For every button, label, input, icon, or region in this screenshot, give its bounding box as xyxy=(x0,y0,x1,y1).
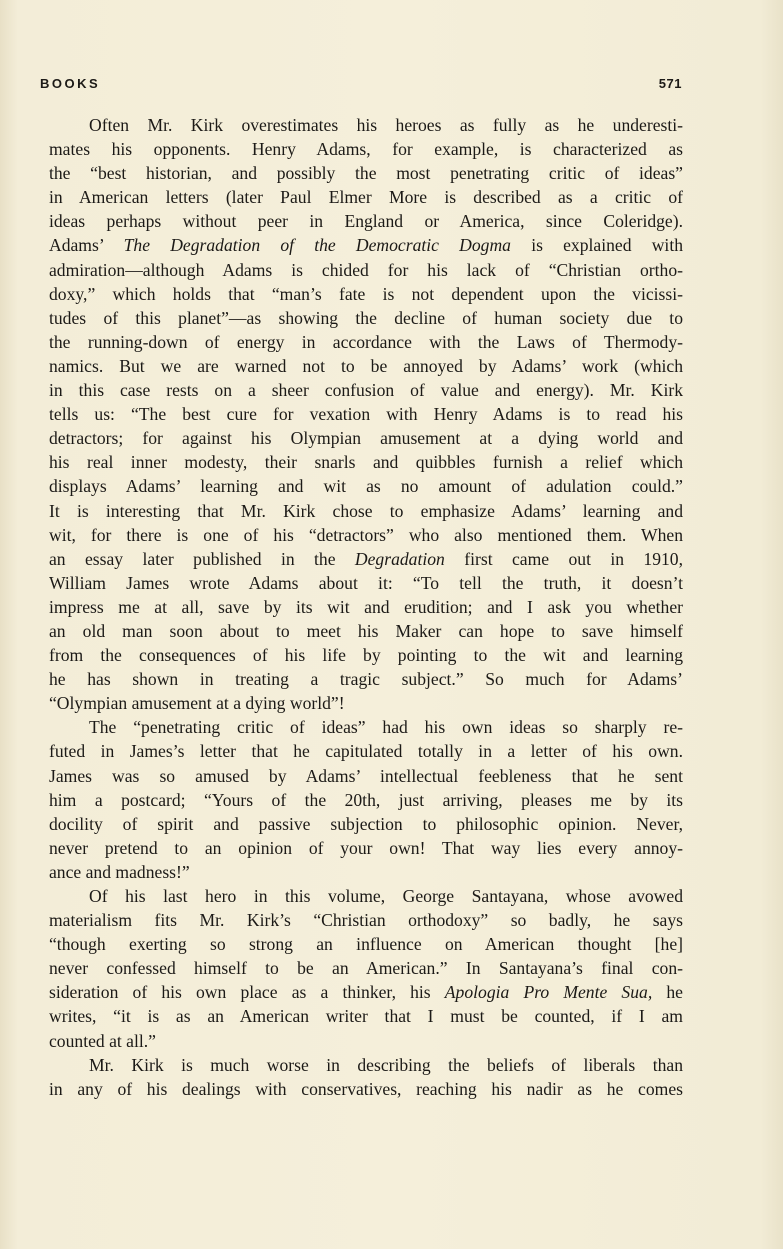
text-line: “Olympian amusement at a dying world”! xyxy=(49,693,345,714)
text-line: in this case rests on a sheer confusion of value and energy). Mr. Kirk xyxy=(49,380,683,401)
text-line: tells us: “The best cure for vexation with Henry Adams is to read his xyxy=(49,404,683,425)
text-line: he has shown in treating a tragic subject.” So much for Adams’ xyxy=(49,669,683,690)
text-line: Adams’ The Degradation of the Democratic Dogma is explained with xyxy=(49,235,684,256)
paragraph xyxy=(49,884,683,1053)
text-line: sideration of his own place as a thinker, his Apologia Pro Mente Sua, he xyxy=(49,982,683,1003)
text-line: writes, “it is as an American writer that I must be counted, if I am xyxy=(49,1006,683,1027)
italic-title: The Degradation of the Democratic Dogma xyxy=(123,235,511,256)
text-line: detractors; for against his Olympian amusement at a dying world and xyxy=(49,428,683,449)
text-line: in American letters (later Paul Elmer More is described as a critic of xyxy=(49,187,683,208)
text-line: his real inner modesty, their snarls and quibbles furnish a relief which xyxy=(49,452,683,473)
text-line: It is interesting that Mr. Kirk chose to emphasize Adams’ learning and xyxy=(49,500,683,521)
italic-title: Degradation xyxy=(354,548,445,569)
paragraph xyxy=(49,1053,683,1101)
text-line: impress me at all, save by its wit and erudition; and I ask you whether xyxy=(49,596,683,617)
page-header xyxy=(40,76,682,98)
text-line: Of his last hero in this volume, George Santayana, whose avowed xyxy=(89,886,683,906)
text-line: Mr. Kirk is much worse in describing the beliefs of liberals than xyxy=(89,1054,683,1075)
text-line: him a postcard; “Yours of the 20th, just arriving, pleases me by its xyxy=(49,789,683,810)
text-line: wit, for there is one of his “detractors” who also mentioned them. When xyxy=(49,524,683,545)
text-line: tudes of this planet”—as showing the decline of human society due to xyxy=(49,307,683,328)
text-line: doxy,” which holds that “man’s fate is not dependent upon the vicissi- xyxy=(49,283,683,304)
text-line: admiration—although Adams is chided for his lack of “Christian ortho- xyxy=(49,259,683,280)
text-line: the “best historian, and possibly the most penetrating critic of ideas” xyxy=(49,163,683,184)
text-line: materialism fits Mr. Kirk’s “Christian orthodoxy” so badly, he says xyxy=(49,910,683,931)
text-line: The “penetrating critic of ideas” had his own ideas so sharply re- xyxy=(89,717,683,738)
text-line: docility of spirit and passive subjection to philosophic opinion. Never, xyxy=(49,813,683,834)
italic-title: Apologia Pro Mente Sua, xyxy=(444,982,653,1003)
text-line: never pretend to an opinion of your own! That way lies every annoy- xyxy=(49,837,683,858)
text-line: James was so amused by Adams’ intellectual feebleness that he sent xyxy=(49,765,683,786)
text-line: from the consequences of his life by pointing to the wit and learning xyxy=(49,645,683,666)
text-line: the running-down of energy in accordance with the Laws of Thermody- xyxy=(49,331,683,352)
text-line: displays Adams’ learning and wit as no amount of adulation could.” xyxy=(49,476,683,497)
paragraph xyxy=(49,113,683,715)
text-line: an old man soon about to meet his Maker can hope to save himself xyxy=(49,620,683,641)
text-line: mates his opponents. Henry Adams, for example, is characterized as xyxy=(49,139,683,160)
text-line: never confessed himself to be an American.” In Santayana’s final con- xyxy=(49,958,683,979)
text-line: ance and madness!” xyxy=(49,861,190,882)
paragraph xyxy=(49,715,683,884)
text-line: in any of his dealings with conservatives, reaching his nadir as he comes xyxy=(49,1078,683,1099)
body-text xyxy=(49,113,683,1101)
text-line: ideas perhaps without peer in England or America, since Coleridge). xyxy=(49,211,683,232)
text-line: Often Mr. Kirk overestimates his heroes as fully as he underesti- xyxy=(89,115,683,135)
text-line: “though exerting so strong an influence on American thought [he] xyxy=(49,934,683,955)
running-head: BOOKS xyxy=(40,76,101,91)
text-line: counted at all.” xyxy=(49,1030,156,1051)
page-number: 571 xyxy=(658,76,682,91)
text-line: an essay later published in the Degradation first came out in 1910, xyxy=(49,548,684,569)
text-line: William James wrote Adams about it: “To tell the truth, it doesn’t xyxy=(49,572,683,593)
text-line: namics. But we are warned not to be annoyed by Adams’ work (which xyxy=(49,355,683,376)
text-line: futed in James’s letter that he capitulated totally in a letter of his own. xyxy=(49,741,683,762)
